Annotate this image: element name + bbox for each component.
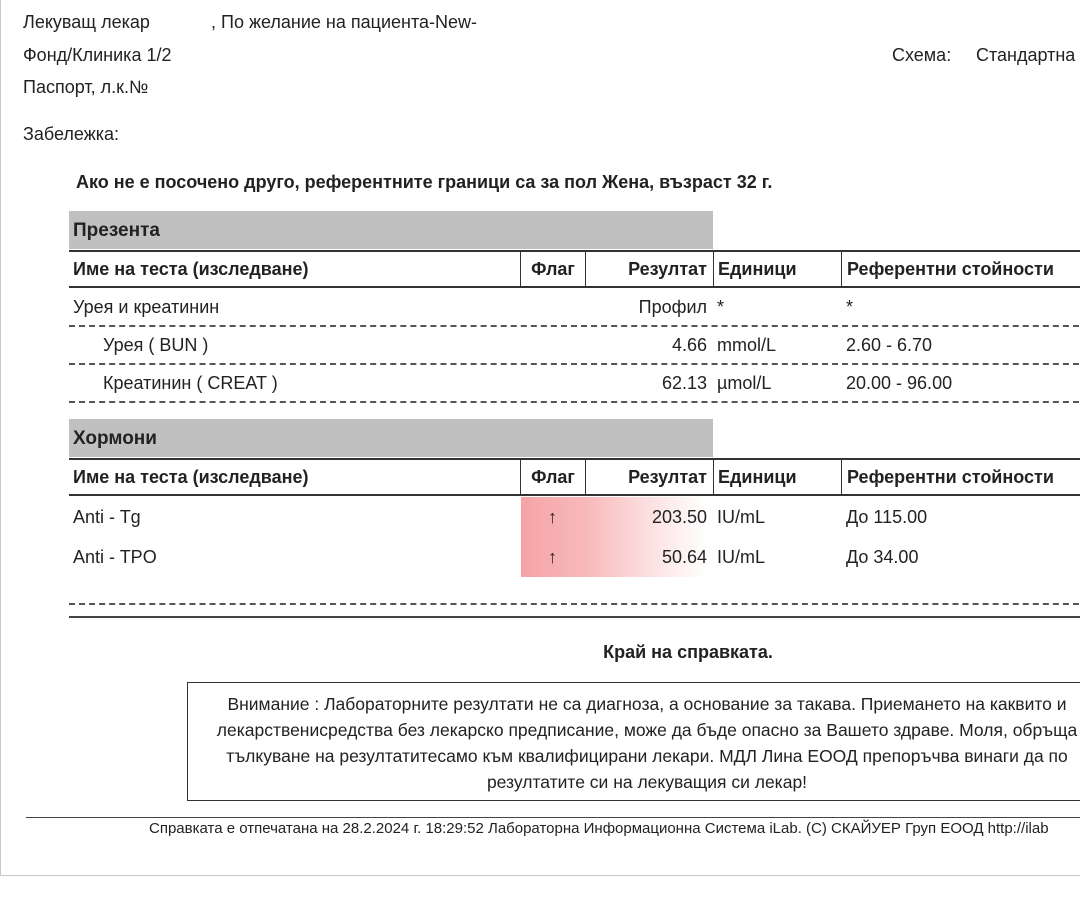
test-result: 4.66	[671, 334, 707, 355]
test-name: Урея ( BUN )	[103, 334, 209, 355]
test-reference: 2.60 - 6.70	[846, 334, 933, 355]
remark-label: Забележка:	[23, 124, 120, 144]
col-reference-header: Референтни стойности	[841, 252, 1080, 286]
test-units: IU/mL	[717, 546, 766, 567]
notice-line: тълкуване на резултатитесамо към квалифицирани лекари. МДЛ Лина ЕООД препоръчва винаги да по	[226, 746, 1068, 766]
footer-divider	[26, 817, 1080, 818]
schema-value: Стандартна	[976, 45, 1076, 65]
test-reference: До 34.00	[846, 546, 919, 567]
table-header	[69, 458, 1080, 496]
table-row	[69, 289, 1080, 327]
test-name: Креатинин ( CREAT )	[103, 372, 278, 393]
test-reference: *	[846, 296, 854, 317]
passport-label: Паспорт, л.к.№	[23, 77, 149, 97]
section-title-hormones: Хормони	[69, 419, 713, 457]
test-result: Профил	[638, 296, 707, 317]
divider	[69, 616, 1080, 618]
test-result: 50.64	[661, 546, 707, 567]
notice-line: Внимание : Лабораторните резултати не са диагноза, а основание за такава. Приемането на каквито и	[227, 694, 1067, 714]
col-units-header: Единици	[713, 252, 841, 286]
end-of-report: Край на справката.	[603, 642, 773, 662]
test-name: Anti - TPO	[73, 546, 157, 567]
notice-line: резултатите си на лекуващия си лекар!	[486, 772, 808, 792]
table-header	[69, 250, 1080, 288]
col-name-header: Име на теста (изследване)	[73, 258, 309, 279]
table-row	[69, 365, 1080, 403]
table-bottom-divider	[69, 577, 1080, 605]
col-reference-header: Референтни стойности	[841, 460, 1080, 494]
test-units: µmol/L	[717, 372, 772, 393]
test-units: mmol/L	[717, 334, 777, 355]
section-title-presenta: Презента	[69, 211, 713, 249]
test-name: Урея и креатинин	[73, 296, 220, 317]
test-result: 62.13	[661, 372, 707, 393]
print-footer: Справката е отпечатана на 28.2.2024 г. 18:29:52 Лабораторна Информационна Система iLab. (C) СКАЙУЕР Груп ЕООД http://ilab	[149, 820, 1049, 837]
test-reference: До 115.00	[846, 506, 928, 527]
table-row	[69, 497, 1080, 537]
col-name-header: Име на теста (изследване)	[73, 466, 309, 487]
test-name: Anti - Tg	[73, 506, 141, 527]
col-result-header: Резултат	[585, 460, 713, 494]
col-units-header: Единици	[713, 460, 841, 494]
col-flag-header: Флаг	[520, 460, 585, 494]
reference-note: Ако не е посочено друго, референтните граници са за пол Жена, възраст 32 г.	[76, 172, 773, 192]
test-units: IU/mL	[717, 506, 766, 527]
doctor-note: , По желание на пациента-New-	[211, 12, 478, 32]
high-flag-arrow-icon: ↑	[548, 546, 557, 567]
test-reference: 20.00 - 96.00	[846, 372, 953, 393]
high-flag-arrow-icon: ↑	[548, 506, 557, 527]
disclaimer-notice	[187, 682, 1080, 801]
test-result: 203.50	[651, 506, 707, 527]
table-row	[69, 327, 1080, 365]
col-flag-header: Флаг	[520, 252, 585, 286]
notice-line: лекарственисредства без лекарско предписание, може да бъде опасно за Вашето здраве. Моля, обръща	[216, 720, 1078, 740]
schema-label: Схема:	[892, 45, 952, 65]
table-row	[69, 537, 1080, 577]
fund-label: Фонд/Клиника 1/2	[23, 45, 172, 65]
col-result-header: Резултат	[585, 252, 713, 286]
doctor-label: Лекуващ лекар	[23, 12, 150, 32]
test-units: *	[717, 296, 725, 317]
